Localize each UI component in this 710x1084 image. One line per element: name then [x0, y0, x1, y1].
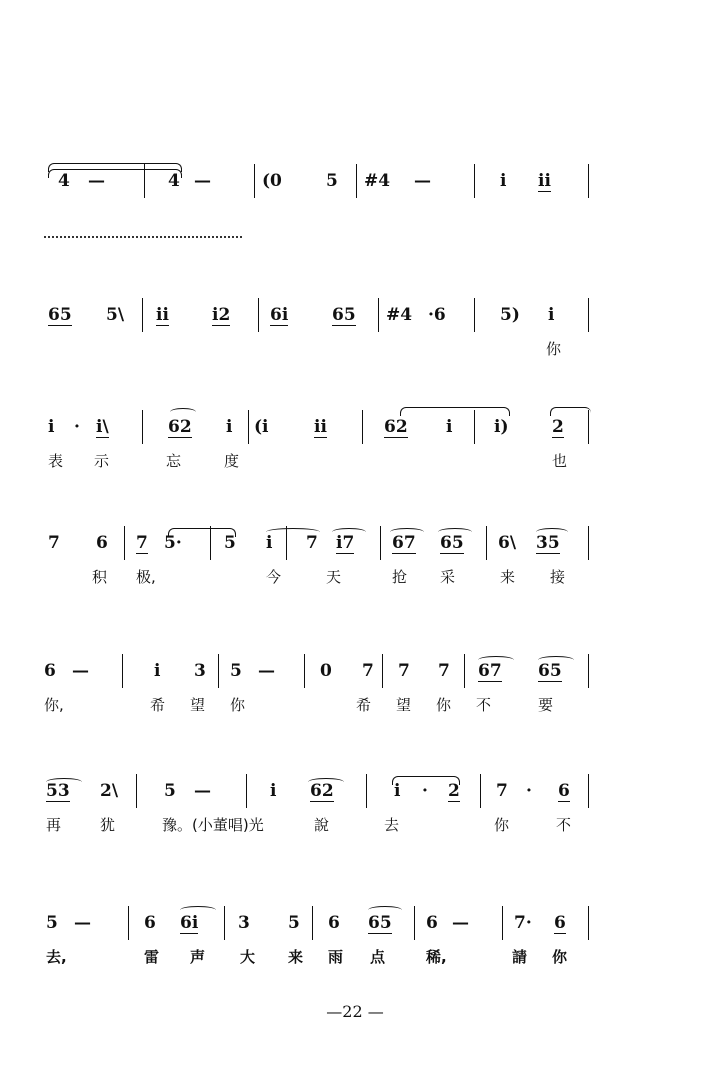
dash: — [194, 781, 211, 801]
lyric: 去, [46, 948, 67, 966]
note-group: 6i [270, 305, 289, 325]
note-group: i2 [212, 305, 231, 325]
note: 5 [326, 171, 338, 191]
note: 5\ [106, 305, 125, 325]
note: #4 [364, 171, 391, 191]
bar-line [258, 298, 259, 332]
music-system [44, 294, 594, 384]
bar-line [480, 774, 481, 808]
note: 6 [44, 661, 56, 681]
note-group: 62 [168, 417, 192, 437]
note-group: 67 [392, 533, 416, 553]
note: 6 [426, 913, 438, 933]
dot: · [422, 781, 428, 801]
bar-line [588, 774, 589, 808]
bar-line [254, 164, 255, 198]
note-group: ii [156, 305, 169, 325]
lyric: 你 [494, 816, 510, 834]
note: i [226, 417, 233, 437]
lyric: 来 [288, 948, 304, 966]
note: 3 [194, 661, 206, 681]
lyric-row [44, 946, 594, 968]
dot: · [526, 781, 532, 801]
dash: — [258, 661, 275, 681]
notation-row [44, 650, 594, 690]
lyric: 点 [370, 948, 386, 966]
bar-line [588, 906, 589, 940]
note: 5) [500, 305, 520, 325]
bar-line [248, 410, 249, 444]
bar-line [378, 298, 379, 332]
notation-row [44, 160, 594, 200]
lyric-row [44, 694, 594, 716]
notation-row [44, 522, 594, 562]
note: 7 [136, 533, 148, 553]
lyric: 請 [512, 948, 528, 966]
lyric: 来 [500, 568, 516, 586]
note-group: ii [314, 417, 327, 437]
note: (i [254, 417, 269, 437]
note-group: 65 [332, 305, 356, 325]
bar-line [286, 526, 287, 560]
lyric: 采 [440, 568, 456, 586]
bar-line [414, 906, 415, 940]
note: 7· [514, 913, 532, 933]
note-group: 62 [384, 417, 408, 437]
lyric: 去 [384, 816, 400, 834]
bar-line [474, 410, 475, 444]
bar-line [588, 410, 589, 444]
lyric: 稀, [426, 948, 447, 966]
note: 5 [164, 781, 176, 801]
note: 7 [306, 533, 318, 553]
lyric: 示 [94, 452, 110, 470]
lyric: 不 [476, 696, 492, 714]
lyric-row [44, 204, 594, 226]
bar-line [312, 906, 313, 940]
lyric: 表 [48, 452, 64, 470]
note-group: 65 [538, 661, 562, 681]
notation-row [44, 406, 594, 446]
note: 4 [58, 171, 70, 191]
lyric: 天 [326, 568, 342, 586]
dash: — [72, 661, 89, 681]
lyric: 雷 [144, 948, 160, 966]
dash: — [74, 913, 91, 933]
page-number: —22 — [326, 1002, 384, 1021]
note: 7 [362, 661, 374, 681]
bar-line [128, 906, 129, 940]
note: i) [494, 417, 509, 437]
notation-row [44, 294, 594, 334]
note: i [394, 781, 401, 801]
lyric: 犹 [100, 816, 116, 834]
note: (0 [262, 171, 282, 191]
note: 2\ [100, 781, 119, 801]
note: 5 [230, 661, 242, 681]
bar-line [142, 410, 143, 444]
music-system [44, 902, 594, 992]
note: i [548, 305, 555, 325]
lyric: 再 [46, 816, 62, 834]
lyric: 望 [396, 696, 412, 714]
note: i [270, 781, 277, 801]
dot: · [74, 417, 80, 437]
note-group: 35 [536, 533, 560, 553]
note: 5· [164, 533, 182, 553]
lyric: 你 [436, 696, 452, 714]
note: 7 [48, 533, 60, 553]
note: 6 [328, 913, 340, 933]
bar-line [218, 654, 219, 688]
bar-line [588, 654, 589, 688]
bar-line [122, 654, 123, 688]
note: 6 [144, 913, 156, 933]
bar-line [464, 654, 465, 688]
notation-row [44, 902, 594, 942]
note: 2 [552, 417, 564, 437]
bar-line [124, 526, 125, 560]
notation-row [44, 770, 594, 810]
note: 7 [398, 661, 410, 681]
note: 0 [320, 661, 332, 681]
note-group: 62 [310, 781, 334, 801]
note: ·6 [428, 305, 446, 325]
note: i [154, 661, 161, 681]
lyric: 雨 [328, 948, 344, 966]
lyric: 度 [224, 452, 240, 470]
note: i [500, 171, 507, 191]
note: 6\ [498, 533, 517, 553]
lyric-row [44, 338, 594, 360]
music-system [44, 522, 594, 612]
lyric: 豫。(小董唱)光 [162, 816, 264, 834]
bar-line [588, 164, 589, 198]
lyric: 大 [240, 948, 256, 966]
lyric: 积 [92, 568, 108, 586]
note: 3 [238, 913, 250, 933]
bar-line [382, 654, 383, 688]
note-group: i7 [336, 533, 355, 553]
dash: — [452, 913, 469, 933]
note: 6 [558, 781, 570, 801]
bar-line [144, 164, 145, 198]
lyric: 接 [550, 568, 566, 586]
lyric: 抢 [392, 568, 408, 586]
lyric: 也 [552, 452, 568, 470]
note: 2 [448, 781, 460, 801]
note-group: 65 [440, 533, 464, 553]
lyric: 你 [230, 696, 246, 714]
bar-line [210, 526, 211, 560]
note-group: 6i [180, 913, 199, 933]
dash: — [88, 171, 105, 191]
lyric: 說 [314, 816, 330, 834]
note: #4 [386, 305, 413, 325]
bar-line [246, 774, 247, 808]
lyric: 极, [136, 568, 156, 586]
note: i [48, 417, 55, 437]
dotted-line [44, 236, 242, 238]
bar-line [224, 906, 225, 940]
bar-line [366, 774, 367, 808]
bar-line [142, 298, 143, 332]
lyric: 希 [356, 696, 372, 714]
note: 5 [224, 533, 236, 553]
lyric: 忘 [166, 452, 182, 470]
bar-line [502, 906, 503, 940]
lyric: 今 [266, 568, 282, 586]
note: 5 [46, 913, 58, 933]
music-system [44, 650, 594, 740]
note: i\ [96, 417, 109, 437]
bar-line [304, 654, 305, 688]
lyric: 你 [552, 948, 568, 966]
note-group: ii [538, 171, 551, 191]
lyric: 不 [556, 816, 572, 834]
bar-line [362, 410, 363, 444]
note: 7 [438, 661, 450, 681]
bar-line [474, 298, 475, 332]
lyric-row [44, 814, 594, 836]
note-group: 65 [48, 305, 72, 325]
lyric: 望 [190, 696, 206, 714]
note: 4 [168, 171, 180, 191]
note: 6 [96, 533, 108, 553]
lyric: 希 [150, 696, 166, 714]
note: 5 [288, 913, 300, 933]
lyric: 你 [546, 340, 562, 358]
note: i [446, 417, 453, 437]
note: 6 [554, 913, 566, 933]
lyric: 你, [44, 696, 64, 714]
bar-line [356, 164, 357, 198]
music-system [44, 406, 594, 496]
lyric: 要 [538, 696, 554, 714]
bar-line [474, 164, 475, 198]
bar-line [486, 526, 487, 560]
dash: — [414, 171, 431, 191]
bar-line [136, 774, 137, 808]
note: i [266, 533, 273, 553]
bar-line [380, 526, 381, 560]
music-system [44, 770, 594, 860]
note: 7 [496, 781, 508, 801]
note-group: 53 [46, 781, 70, 801]
bar-line [588, 526, 589, 560]
note-group: 65 [368, 913, 392, 933]
lyric-row [44, 566, 594, 588]
lyric-row [44, 450, 594, 472]
note-group: 67 [478, 661, 502, 681]
bar-line [588, 298, 589, 332]
lyric: 声 [190, 948, 206, 966]
dash: — [194, 171, 211, 191]
